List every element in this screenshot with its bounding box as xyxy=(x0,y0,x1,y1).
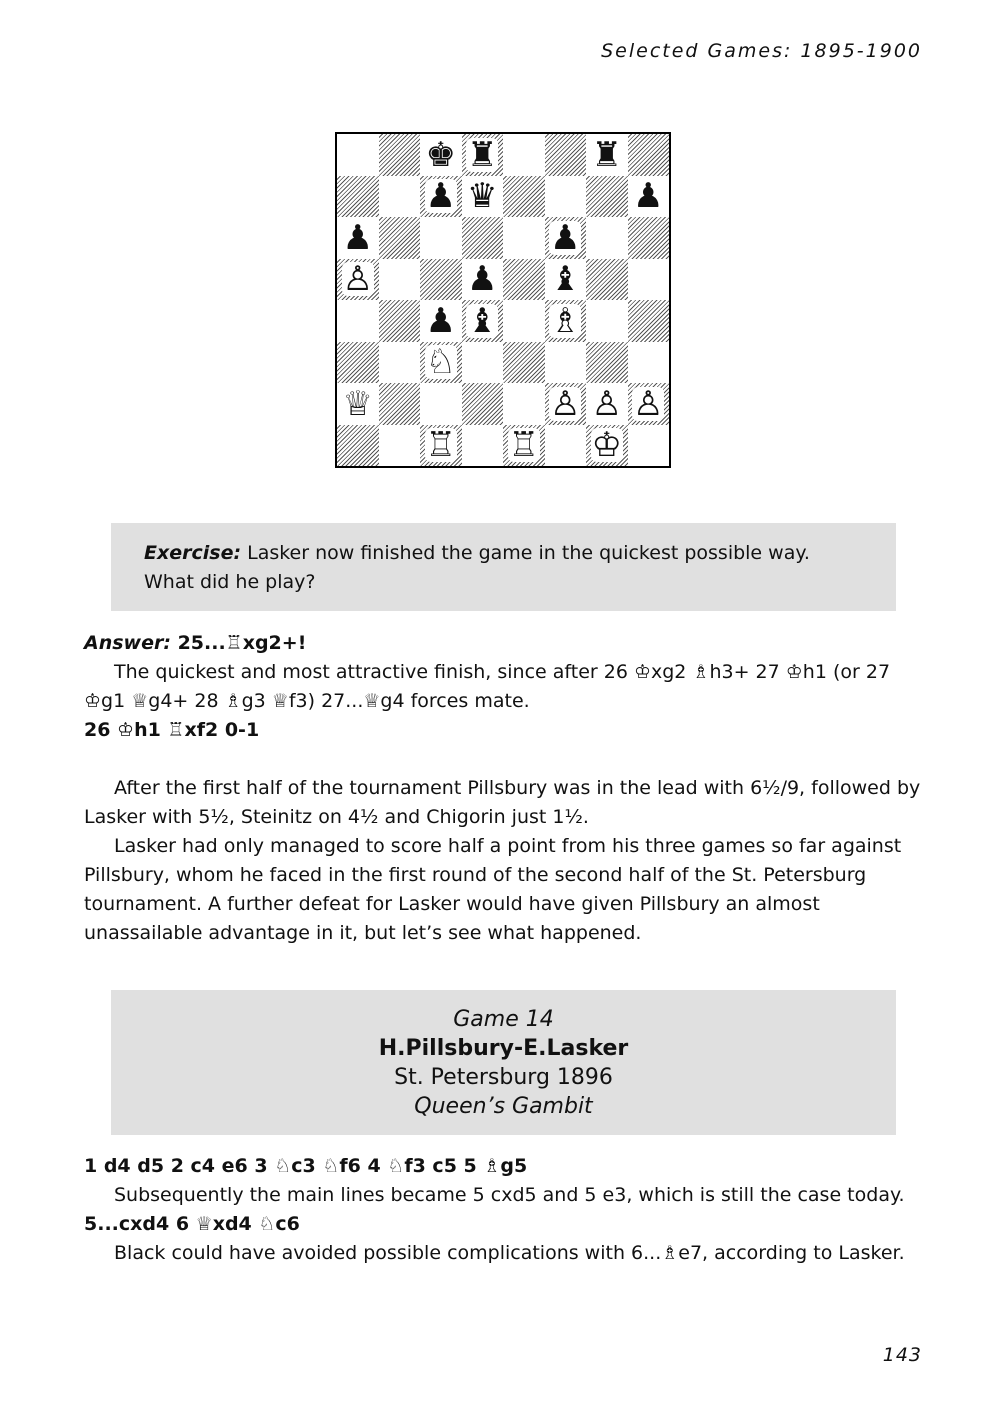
square-b5 xyxy=(379,259,421,301)
square-b6 xyxy=(379,217,421,259)
chess-piece: ♙ xyxy=(342,259,373,300)
square-c2 xyxy=(420,383,462,425)
game-number: Game 14 xyxy=(453,1007,554,1032)
square-e5 xyxy=(503,259,545,301)
square-c1 xyxy=(420,425,462,467)
moves-comment-1: Subsequently the main lines became 5 cxd5 and 5 e3, which is still the case today. xyxy=(114,1184,905,1206)
square-a5 xyxy=(337,259,379,301)
square-f6 xyxy=(545,217,587,259)
answer-comment: The quickest and most attractive finish, since after 26 ♔xg2 ♗h3+ 27 ♔h1 (or 27 ♔g1 ♕g4+ 28 ♗g3 ♕f3) 27...♕g4 forces mate. xyxy=(84,661,891,712)
moves-line-1: 1 d4 d5 2 c4 e6 3 ♘c3 ♘f6 4 ♘f3 c5 5 ♗g5 xyxy=(84,1155,528,1177)
square-c5 xyxy=(420,259,462,301)
square-b2 xyxy=(379,383,421,425)
chess-piece: ♕ xyxy=(342,383,373,424)
square-h7 xyxy=(628,176,670,218)
square-e2 xyxy=(503,383,545,425)
square-h5 xyxy=(628,259,670,301)
square-e3 xyxy=(503,342,545,384)
page-number: 143 xyxy=(882,1344,922,1366)
exercise-label: Exercise: xyxy=(144,542,242,564)
square-a1 xyxy=(337,425,379,467)
square-g6 xyxy=(586,217,628,259)
running-header: Selected Games: 1895-1900 xyxy=(601,40,922,62)
square-a3 xyxy=(337,342,379,384)
game-opening: Queen’s Gambit xyxy=(414,1094,593,1119)
chess-piece: ♔ xyxy=(591,425,622,466)
square-h6 xyxy=(628,217,670,259)
square-g5 xyxy=(586,259,628,301)
square-c4 xyxy=(420,300,462,342)
chess-piece: ♜ xyxy=(467,134,498,175)
chess-piece: ♛ xyxy=(467,176,498,217)
square-d1 xyxy=(462,425,504,467)
game-event: St. Petersburg 1896 xyxy=(394,1065,613,1090)
square-e7 xyxy=(503,176,545,218)
chess-piece: ♟ xyxy=(633,176,664,217)
chess-piece: ♜ xyxy=(591,134,622,175)
square-c8 xyxy=(420,134,462,176)
square-d3 xyxy=(462,342,504,384)
paragraph: After the first half of the tournament Pillsbury was in the lead with 6½/9, followed by Lasker with 5½, Steinitz on 4½ and Chigorin just 1½. xyxy=(84,777,921,828)
chess-piece: ♙ xyxy=(633,383,664,424)
square-b8 xyxy=(379,134,421,176)
square-d4 xyxy=(462,300,504,342)
chess-piece: ♙ xyxy=(591,383,622,424)
chess-piece: ♝ xyxy=(467,300,498,341)
square-e1 xyxy=(503,425,545,467)
chess-piece: ♟ xyxy=(467,259,498,300)
square-f3 xyxy=(545,342,587,384)
square-e8 xyxy=(503,134,545,176)
chess-piece: ♚ xyxy=(425,134,456,175)
game-header-box xyxy=(111,990,896,1135)
square-e6 xyxy=(503,217,545,259)
square-f7 xyxy=(545,176,587,218)
answer-line xyxy=(84,629,924,658)
square-a4 xyxy=(337,300,379,342)
answer-label: Answer: xyxy=(84,632,171,654)
square-g7 xyxy=(586,176,628,218)
square-b1 xyxy=(379,425,421,467)
square-d5 xyxy=(462,259,504,301)
square-b4 xyxy=(379,300,421,342)
square-f1 xyxy=(545,425,587,467)
final-moves: 26 ♔h1 ♖xf2 0-1 xyxy=(84,719,260,741)
square-h8 xyxy=(628,134,670,176)
chess-piece: ♙ xyxy=(550,383,581,424)
square-f2 xyxy=(545,383,587,425)
moves-comment-2: Black could have avoided possible complications with 6...♗e7, according to Lasker. xyxy=(114,1242,905,1264)
square-e4 xyxy=(503,300,545,342)
chess-diagram xyxy=(335,132,671,468)
chess-piece: ♘ xyxy=(425,342,456,383)
square-g2 xyxy=(586,383,628,425)
chess-piece: ♗ xyxy=(550,300,581,341)
square-c6 xyxy=(420,217,462,259)
exercise-text: Lasker now finished the game in the quickest possible way. xyxy=(241,542,810,564)
chess-piece: ♟ xyxy=(425,176,456,217)
moves-line-2: 5...cxd4 6 ♕xd4 ♘c6 xyxy=(84,1213,300,1235)
chess-piece: ♟ xyxy=(425,300,456,341)
square-f8 xyxy=(545,134,587,176)
square-a2 xyxy=(337,383,379,425)
square-h2 xyxy=(628,383,670,425)
square-d8 xyxy=(462,134,504,176)
square-f4 xyxy=(545,300,587,342)
square-c3 xyxy=(420,342,462,384)
exercise-line-2: What did he play? xyxy=(144,571,316,593)
square-b7 xyxy=(379,176,421,218)
square-a6 xyxy=(337,217,379,259)
square-g8 xyxy=(586,134,628,176)
chess-piece: ♟ xyxy=(550,217,581,258)
square-g3 xyxy=(586,342,628,384)
square-g4 xyxy=(586,300,628,342)
exercise-box xyxy=(111,523,896,611)
body-text xyxy=(84,774,924,948)
square-h1 xyxy=(628,425,670,467)
game-players: H.Pillsbury-E.Lasker xyxy=(378,1036,629,1061)
answer-move: 25...♖xg2+! xyxy=(170,632,307,654)
square-g1 xyxy=(586,425,628,467)
square-d6 xyxy=(462,217,504,259)
square-h4 xyxy=(628,300,670,342)
square-b3 xyxy=(379,342,421,384)
exercise-line-1 xyxy=(144,539,863,568)
answer-section xyxy=(84,629,924,745)
chess-piece: ♟ xyxy=(342,217,373,258)
game-moves xyxy=(84,1152,924,1268)
square-d7 xyxy=(462,176,504,218)
square-f5 xyxy=(545,259,587,301)
chess-piece: ♖ xyxy=(508,425,539,466)
square-h3 xyxy=(628,342,670,384)
square-a8 xyxy=(337,134,379,176)
chess-piece: ♝ xyxy=(550,259,581,300)
square-d2 xyxy=(462,383,504,425)
square-a7 xyxy=(337,176,379,218)
square-c7 xyxy=(420,176,462,218)
chess-piece: ♖ xyxy=(425,425,456,466)
paragraph: Lasker had only managed to score half a point from his three games so far against Pillsbury, whom he faced in the first round of the second half of the St. Petersburg tournament. A further defeat for Lasker would have given Pillsbury an almost unassailable advantage in it, but let’s see what happened. xyxy=(84,835,902,944)
